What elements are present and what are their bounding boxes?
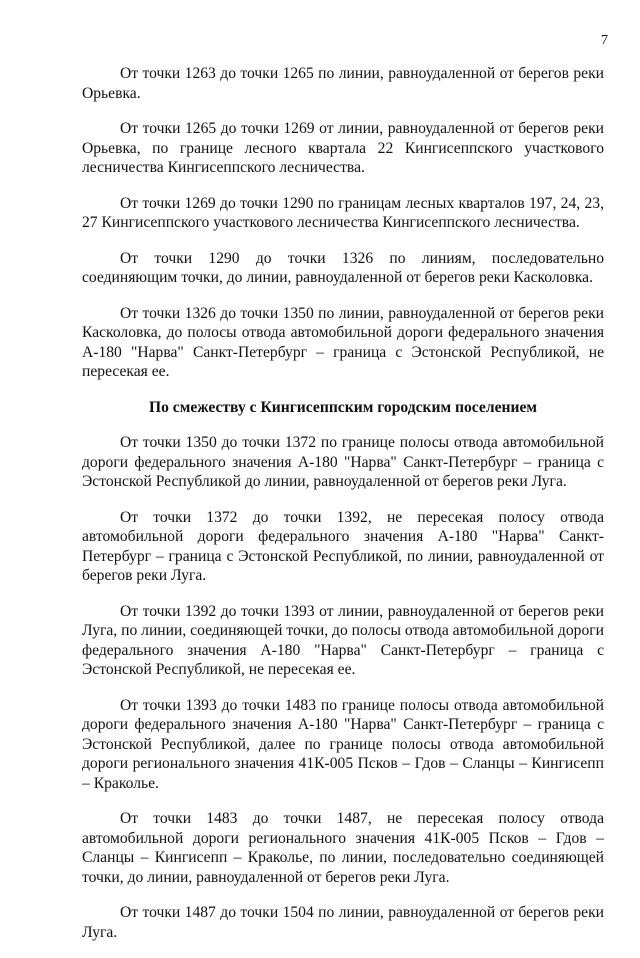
paragraph-1392-1393: От точки 1392 до точки 1393 от линии, равноудаленной от берегов реки Луга, по линии, соединяющей точки, до полосы отвода автомобильной дороги федерального значения А-180 "Нарва" Санкт-Петербург – граница с Эстонской Республикой, не пересекая ее. xyxy=(82,602,604,678)
paragraph-1372-1392: От точки 1372 до точки 1392, не пересекая полосу отвода автомобильной дороги федерального значения А-180 "Нарва" Санкт-Петербург – граница с Эстонской Республикой, по линии, равноудаленной от берегов реки Луга. xyxy=(82,508,604,584)
page-number: 7 xyxy=(601,33,608,48)
paragraph-1290-1326: От точки 1290 до точки 1326 по линиям, последовательно соединяющим точки, до линии, равноудаленной от берегов реки Касколовка. xyxy=(82,249,604,286)
paragraph-1326-1350: От точки 1326 до точки 1350 по линии, равноудаленной от берегов реки Касколовка, до полосы отвода автомобильной дороги федерального значения А-180 "Нарва" Санкт-Петербург – граница с Эстонской Республикой, не пересекая ее. xyxy=(82,304,604,380)
paragraph-1265-1269: От точки 1265 до точки 1269 от линии, равноудаленной от берегов реки Орьевка, по границе лесного квартала 22 Кингисеппского участкового лесничества Кингисеппского лесничества. xyxy=(82,120,604,176)
paragraph-1263-1265: От точки 1263 до точки 1265 по линии, равноудаленной от берегов реки Орьевка. xyxy=(82,65,604,102)
paragraph-1487-1504: От точки 1487 до точки 1504 по линии, равноудаленной от берегов реки Луга. xyxy=(82,904,604,941)
paragraph-1483-1487: От точки 1483 до точки 1487, не пересекая полосу отвода автомобильной дороги регионального значения 41К-005 Псков – Гдов – Сланцы – Кингисепп – Краколье, по линии, последовательно соединяющей точки, до линии, равноудаленной от берегов реки Луга. xyxy=(82,810,604,886)
paragraph-1350-1372: От точки 1350 до точки 1372 по границе полосы отвода автомобильной дороги федерального значения А-180 "Нарва" Санкт-Петербург – граница с Эстонской Республикой до линии, равноудаленной от берегов реки Луга. xyxy=(82,434,604,490)
paragraph-1269-1290: От точки 1269 до точки 1290 по границам лесных кварталов 197, 24, 23, 27 Кингисеппского участкового лесничества Кингисеппского лесничества. xyxy=(82,194,604,231)
section-heading: По смежеству с Кингисеппским городским поселением xyxy=(148,398,538,416)
document-body xyxy=(82,64,604,958)
paragraph-1393-1483: От точки 1393 до точки 1483 по границе полосы отвода автомобильной дороги федерального значения А-180 "Нарва" Санкт-Петербург – граница с Эстонской Республикой, далее по границе полосы отвода автомобильной дороги регионального значения 41К-005 Псков – Гдов – Сланцы – Кингисепп – Краколье. xyxy=(82,696,604,792)
